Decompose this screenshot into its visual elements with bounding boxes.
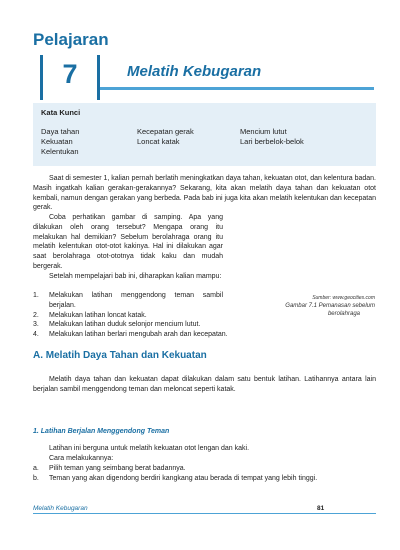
figure-caption: Gambar 7.1 Pemanasan sebelum (285, 303, 375, 309)
title-underline (97, 87, 374, 90)
section-heading: A. Melatih Daya Tahan dan Kekuatan (33, 350, 207, 361)
lesson-label: Pelajaran (33, 30, 109, 49)
keyword-item: Daya tahan (41, 127, 80, 136)
chapter-title: Melatih Kebugaran (127, 63, 262, 80)
figure-caption: berolahraga (327, 311, 360, 317)
list-item: 4. Melakukan latihan berlari mengubah arah dan kecepatan. (33, 330, 228, 338)
steps-list (33, 464, 376, 484)
keyword-item: Kecepatan gerak (137, 127, 194, 136)
chapter-number-box (40, 55, 100, 100)
subsection-paragraph: Latihan ini berguna untuk melatih kekuatan otot lengan dan kaki. (49, 445, 250, 452)
list-item: b. Teman yang akan digendong berdiri kangkang atau berada di tempat yang lebih tinggi. (33, 474, 318, 482)
goals-list (33, 320, 376, 340)
keyword-item: Kelentukan (41, 147, 79, 156)
goals-list (33, 291, 223, 320)
page-number: 81 (317, 505, 325, 512)
subsection-heading: 1. Latihan Berjalan Menggendong Teman (33, 428, 170, 435)
section-paragraph: Melatih daya tahan dan kekuatan dapat dilakukan dalam satu bentuk latihan. Latihannya antara lain berjalan sambil menggendong teman dan meloncat seperti katak. (33, 376, 376, 393)
keyword-item: Lari berbelok-belok (240, 137, 304, 146)
keyword-box (33, 103, 376, 166)
intro-paragraph: Saat di semester 1, kalian pernah berlatih meningkatkan daya tahan, kekuatan otot, dan kelentura badan. Masih ingatkah kalian gerakan-gerakannya? Sekarang, kita akan melatih daya tahan dan kekuatan otot kembali, namun dengan gerakan yang berbeda. Pada bab ini juga kita akan melatih kelentukan dan kecepatan gerak. (33, 175, 376, 212)
chapter-number: 7 (62, 59, 78, 89)
keyword-item: Mencium lutut (240, 127, 287, 136)
keyword-title: Kata Kunci (41, 108, 81, 117)
figure-source: Sumber: www.geocities.com (312, 295, 375, 301)
list-item: 3. Melakukan latihan duduk selonjor mencium lutut. (33, 321, 201, 328)
footer-title: Melatih Kebugaran (33, 505, 88, 512)
list-item: 2. Melakukan latihan loncat katak. (33, 311, 147, 319)
footer-divider (33, 513, 376, 514)
keyword-item: Kekuatan (41, 137, 73, 146)
list-item: 1. Melakukan latihan menggendong teman sambil berjalan. (33, 292, 223, 309)
intro-paragraph: Coba perhatikan gambar di samping. Apa yang dilakukan oleh orang tersebut? Mengapa orang itu melakukan hal demikian? Sebelum berolahraga orang itu melatih kelentukan otot-otot kakinya. Hal ini dilakukan agar saat berolahraga otot-ototnya tidak kaku dan mudah bergerak. (33, 214, 223, 270)
list-item: a. Pilih teman yang seimbang berat badannya. (33, 465, 186, 472)
keyword-item: Loncat katak (137, 137, 180, 146)
instruction-label: Cara melakukannya: (49, 455, 114, 462)
intro-paragraph: Setelah mempelajari bab ini, diharapkan kalian mampu: (49, 273, 222, 280)
